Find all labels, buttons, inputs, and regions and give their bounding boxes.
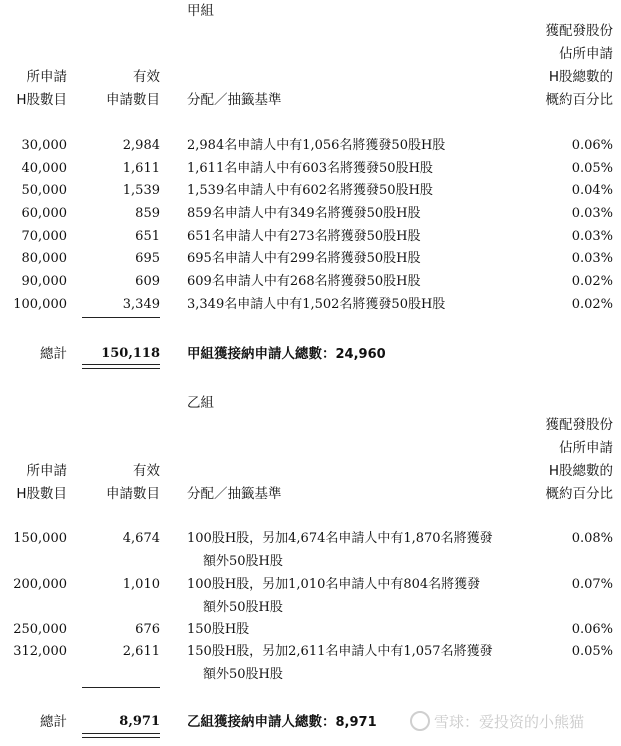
basis-cell: 859名申請人中有349名將獲發50股H股 <box>187 206 421 221</box>
total-double-rule <box>82 364 160 369</box>
shares-cell: 80,000 <box>21 251 67 266</box>
total-value: 8,971 <box>119 714 160 729</box>
valid-cell: 695 <box>135 251 160 266</box>
col-header-pct-line2: 佔所申請 <box>559 46 613 62</box>
basis-cell-line1: 100股H股，另加1,010名申請人中有804名將獲發 <box>187 577 481 592</box>
subtotal-rule <box>82 317 160 318</box>
summary-value: 24,960 <box>335 347 386 362</box>
basis-cell: 2,984名申請人中有1,056名將獲發50股H股 <box>187 138 446 153</box>
col-header-basis: 分配／抽籤基準 <box>187 92 282 108</box>
pct-cell: 0.06% <box>571 622 613 637</box>
summary-value: 8,971 <box>335 715 377 730</box>
basis-cell: 651名申請人中有273名將獲發50股H股 <box>187 229 421 244</box>
col-header-shares-line2: H股數目 <box>16 92 67 108</box>
valid-cell: 2,984 <box>122 138 160 153</box>
total-value: 150,118 <box>101 346 160 361</box>
total-label: 總計 <box>40 346 67 362</box>
basis-cell-line2: 額外50股H股 <box>203 600 283 615</box>
basis-cell: 1,539名申請人中有602名將獲發50股H股 <box>187 183 433 198</box>
snowball-logo-icon <box>410 711 430 731</box>
col-header-pct-line2: 佔所申請 <box>559 440 613 456</box>
pct-cell: 0.05% <box>571 161 613 176</box>
basis-cell-line1: 150股H股，另加2,611名申請人中有1,057名將獲發 <box>187 644 493 659</box>
basis-cell-line2: 額外50股H股 <box>203 554 283 569</box>
col-header-valid-line2: 申請數目 <box>106 486 160 502</box>
col-header-shares-line2: H股數目 <box>16 486 67 502</box>
basis-cell: 695名申請人中有299名將獲發50股H股 <box>187 251 421 266</box>
shares-cell: 100,000 <box>13 297 67 312</box>
valid-cell: 2,611 <box>122 644 160 659</box>
summary-label: 甲組獲接納申請人總數： <box>187 346 336 362</box>
basis-cell-line2: 額外50股H股 <box>203 667 283 682</box>
valid-cell: 609 <box>135 274 160 289</box>
col-header-valid-line1: 有效 <box>133 463 160 479</box>
pct-cell: 0.07% <box>571 577 613 592</box>
valid-cell: 1,539 <box>122 183 160 198</box>
pct-cell: 0.03% <box>571 251 613 266</box>
summary-line <box>187 343 386 366</box>
shares-cell: 200,000 <box>13 577 67 592</box>
basis-cell: 3,349名申請人中有1,502名將獲發50股H股 <box>187 297 446 312</box>
valid-cell: 1,611 <box>122 161 160 176</box>
basis-cell: 609名申請人中有268名將獲發50股H股 <box>187 274 421 289</box>
pct-cell: 0.03% <box>571 206 613 221</box>
valid-cell: 3,349 <box>122 297 160 312</box>
pct-cell: 0.02% <box>571 274 613 289</box>
col-header-pct-line1: 獲配發股份 <box>545 23 613 39</box>
total-double-rule <box>82 733 160 738</box>
col-header-shares-line1: 所申請 <box>26 463 67 479</box>
valid-cell: 859 <box>135 206 160 221</box>
col-header-pct-line4: 概約百分比 <box>545 486 613 502</box>
total-label: 總計 <box>40 714 67 730</box>
col-header-valid-line2: 申請數目 <box>106 92 160 108</box>
shares-cell: 60,000 <box>21 206 67 221</box>
basis-cell-line1: 150股H股 <box>187 622 250 637</box>
basis-cell: 1,611名申請人中有603名將獲發50股H股 <box>187 161 433 176</box>
pct-cell: 0.05% <box>571 644 613 659</box>
shares-cell: 90,000 <box>21 274 67 289</box>
col-header-pct-line3: H股總數的 <box>548 69 613 85</box>
pct-cell: 0.06% <box>571 138 613 153</box>
col-header-pct-line4: 概約百分比 <box>545 92 613 108</box>
col-header-valid-line1: 有效 <box>133 69 160 85</box>
subtotal-rule <box>82 687 160 688</box>
col-header-pct-line1: 獲配發股份 <box>545 417 613 433</box>
col-header-shares-line1: 所申請 <box>26 69 67 85</box>
basis-cell-line1: 100股H股，另加4,674名申請人中有1,870名將獲發 <box>187 531 493 546</box>
shares-cell: 50,000 <box>21 183 67 198</box>
shares-cell: 30,000 <box>21 138 67 153</box>
shares-cell: 312,000 <box>13 644 67 659</box>
summary-line <box>187 711 377 734</box>
shares-cell: 150,000 <box>13 531 67 546</box>
watermark <box>410 711 584 732</box>
summary-label: 乙組獲接納申請人總數： <box>187 714 336 730</box>
valid-cell: 4,674 <box>122 531 160 546</box>
pct-cell: 0.02% <box>571 297 613 312</box>
watermark-text: 雪球：爱投资的小熊猫 <box>434 713 585 731</box>
pct-cell: 0.08% <box>571 531 613 546</box>
group-a-title: 甲組 <box>187 3 214 19</box>
col-header-pct-line3: H股總數的 <box>548 463 613 479</box>
valid-cell: 651 <box>135 229 160 244</box>
shares-cell: 70,000 <box>21 229 67 244</box>
shares-cell: 40,000 <box>21 161 67 176</box>
pct-cell: 0.03% <box>571 229 613 244</box>
shares-cell: 250,000 <box>13 622 67 637</box>
col-header-basis: 分配／抽籤基準 <box>187 486 282 502</box>
valid-cell: 676 <box>135 622 160 637</box>
group-b-title: 乙組 <box>187 395 214 411</box>
pct-cell: 0.04% <box>571 183 613 198</box>
valid-cell: 1,010 <box>122 577 160 592</box>
